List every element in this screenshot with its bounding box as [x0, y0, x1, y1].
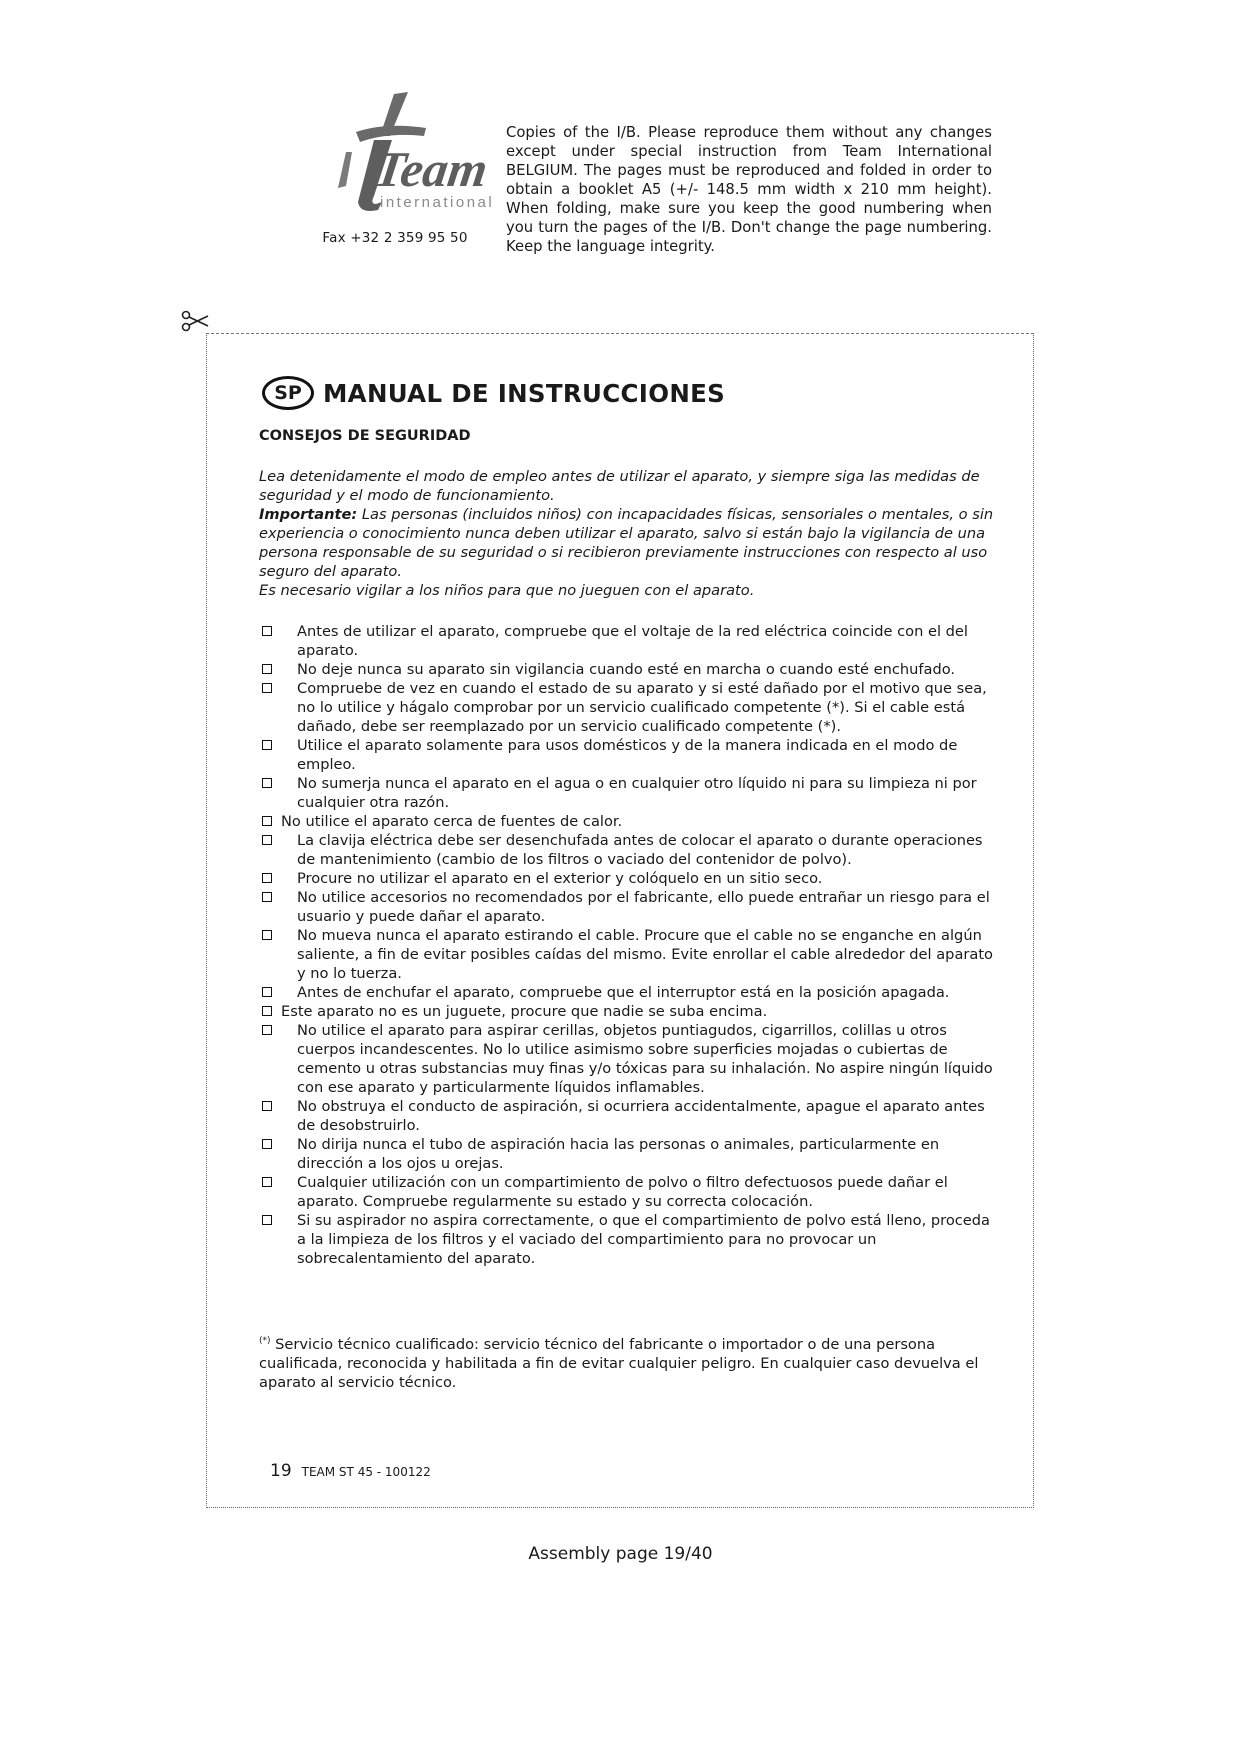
list-item: Compruebe de vez en cuando el estado de su aparato y si esté dañado por el motivo que sea, no lo utilice y hágalo comprobar por un servicio cualificado competente (*). Si el cable está dañado, debe ser reemplazado por un servicio cualificado competente (*).	[259, 679, 999, 736]
assembly-page-label: Assembly page 19/40	[528, 1544, 713, 1564]
safety-subtitle: CONSEJOS DE SEGURIDAD	[259, 428, 471, 444]
list-item: No mueva nunca el aparato estirando el cable. Procure que el cable no se enganche en algún saliente, a fin de evitar posibles caídas del mismo. Evite enrollar el cable alrededor del aparato y no lo tuerza.	[259, 926, 999, 983]
important-text: Las personas (incluidos niños) con incapacidades físicas, sensoriales o mentales, o sin experiencia o conocimiento nunca deben utilizar el aparato, salvo si están bajo la vigilancia de una persona responsable de su seguridad o si recibieron previamente instrucciones con respecto al uso seguro del aparato.	[259, 506, 994, 580]
checkbox-bullet-icon	[262, 892, 272, 902]
list-item: Este aparato no es un juguete, procure que nadie se suba encima.	[259, 1002, 999, 1021]
checkbox-bullet-icon	[262, 873, 272, 883]
model-code: TEAM ST 45 - 100122	[301, 1465, 431, 1479]
list-item: Cualquier utilización con un compartimiento de polvo o filtro defectuosos puede dañar el aparato. Compruebe regularmente su estado y su correcta colocación.	[259, 1173, 999, 1211]
footnote	[259, 1332, 999, 1392]
list-item: Antes de utilizar el aparato, compruebe que el voltaje de la red eléctrica coincide con el del aparato.	[259, 622, 999, 660]
important-label: Importante:	[259, 506, 358, 523]
footnote-text: Servicio técnico cualificado: servicio técnico del fabricante o importador o de una persona cualificada, reconocida y habilitada a fin de evitar cualquier peligro. En cualquier caso devuelva el aparato al servicio técnico.	[259, 1335, 979, 1391]
list-item: No utilice el aparato cerca de fuentes de calor.	[259, 812, 999, 831]
list-item: No deje nunca su aparato sin vigilancia cuando esté en marcha o cuando esté enchufado.	[259, 660, 999, 679]
checkbox-bullet-icon	[262, 835, 272, 845]
fax-number: Fax +32 2 359 95 50	[322, 230, 468, 246]
checkbox-bullet-icon	[262, 664, 272, 674]
checkbox-bullet-icon	[262, 778, 272, 788]
intro-paragraph-2	[259, 505, 999, 581]
checkbox-bullet-icon	[262, 1101, 272, 1111]
list-item: La clavija eléctrica debe ser desenchufada antes de colocar el aparato o durante operaciones de mantenimiento (cambio de los filtros o vaciado del contenidor de polvo).	[259, 831, 999, 869]
checkbox-bullet-icon	[262, 987, 272, 997]
logo-subtext: international	[380, 194, 495, 211]
scissors-icon	[180, 309, 210, 333]
checkbox-bullet-icon	[262, 626, 272, 636]
checkbox-bullet-icon	[262, 740, 272, 750]
checkbox-bullet-icon	[262, 683, 272, 693]
page-number: 19	[270, 1461, 292, 1481]
footnote-mark: (*)	[259, 1336, 271, 1346]
checkbox-bullet-icon	[262, 1139, 272, 1149]
list-item: No utilice el aparato para aspirar cerillas, objetos puntiagudos, cigarrillos, colillas u otros cuerpos incandescentes. No lo utilice asimismo sobre superficies mojadas o cubiertas de cemento u otras substancias muy finas y/o tóxicas para su inhalación. No aspire ningún líquido con ese aparato y particularmente líquidos inflamables.	[259, 1021, 999, 1097]
list-item: No obstruya el conducto de aspiración, si ocurriera accidentalmente, apague el aparato antes de desobstruirlo.	[259, 1097, 999, 1135]
language-badge: SP	[262, 376, 314, 410]
list-item: No sumerja nunca el aparato en el agua o en cualquier otro líquido ni para su limpieza ni por cualquier otra razón.	[259, 774, 999, 812]
intro-paragraph-1: Lea detenidamente el modo de empleo antes de utilizar el aparato, y siempre siga las medidas de seguridad y el modo de funcionamiento.	[259, 468, 980, 504]
checkbox-bullet-icon	[262, 1025, 272, 1035]
list-item: Antes de enchufar el aparato, compruebe que el interruptor está en la posición apagada.	[259, 983, 999, 1002]
checkbox-bullet-icon	[262, 1006, 272, 1016]
list-item: Procure no utilizar el aparato en el exterior y colóquelo en un sitio seco.	[259, 869, 999, 888]
checkbox-bullet-icon	[262, 816, 272, 826]
checkbox-bullet-icon	[262, 930, 272, 940]
list-item: Utilice el aparato solamente para usos domésticos y de la manera indicada en el modo de empleo.	[259, 736, 999, 774]
logo-wordmark: Team	[371, 141, 492, 197]
intro-text	[259, 467, 999, 600]
manual-heading	[262, 373, 725, 413]
list-item: No dirija nunca el tubo de aspiración hacia las personas o animales, particularmente en dirección a los ojos u orejas.	[259, 1135, 999, 1173]
safety-list	[259, 622, 999, 1268]
checkbox-bullet-icon	[262, 1177, 272, 1187]
intro-paragraph-3: Es necesario vigilar a los niños para que no jueguen con el aparato.	[259, 582, 755, 599]
list-item: No utilice accesorios no recomendados por el fabricante, ello puede entrañar un riesgo para el usuario y puede dañar el aparato.	[259, 888, 999, 926]
page-footer	[270, 1461, 431, 1481]
reproduction-note: Copies of the I/B. Please reproduce them without any changes except under special instruction from Team International BELGIUM. The pages must be reproduced and folded in order to obtain a booklet A5 (+/- 148.5 mm width x 210 mm height). When folding, make sure you keep the good numbering when you turn the pages of the I/B. Don't change the page numbering. Keep the language integrity.	[506, 124, 992, 255]
manual-title: MANUAL DE INSTRUCCIONES	[323, 378, 726, 408]
checkbox-bullet-icon	[262, 1215, 272, 1225]
team-international-logo	[316, 92, 495, 216]
list-item: Si su aspirador no aspira correctamente, o que el compartimiento de polvo está lleno, proceda a la limpieza de los filtros y el vaciado del compartimiento para no provocar un sobrecalentamiento del aparato.	[259, 1211, 999, 1268]
